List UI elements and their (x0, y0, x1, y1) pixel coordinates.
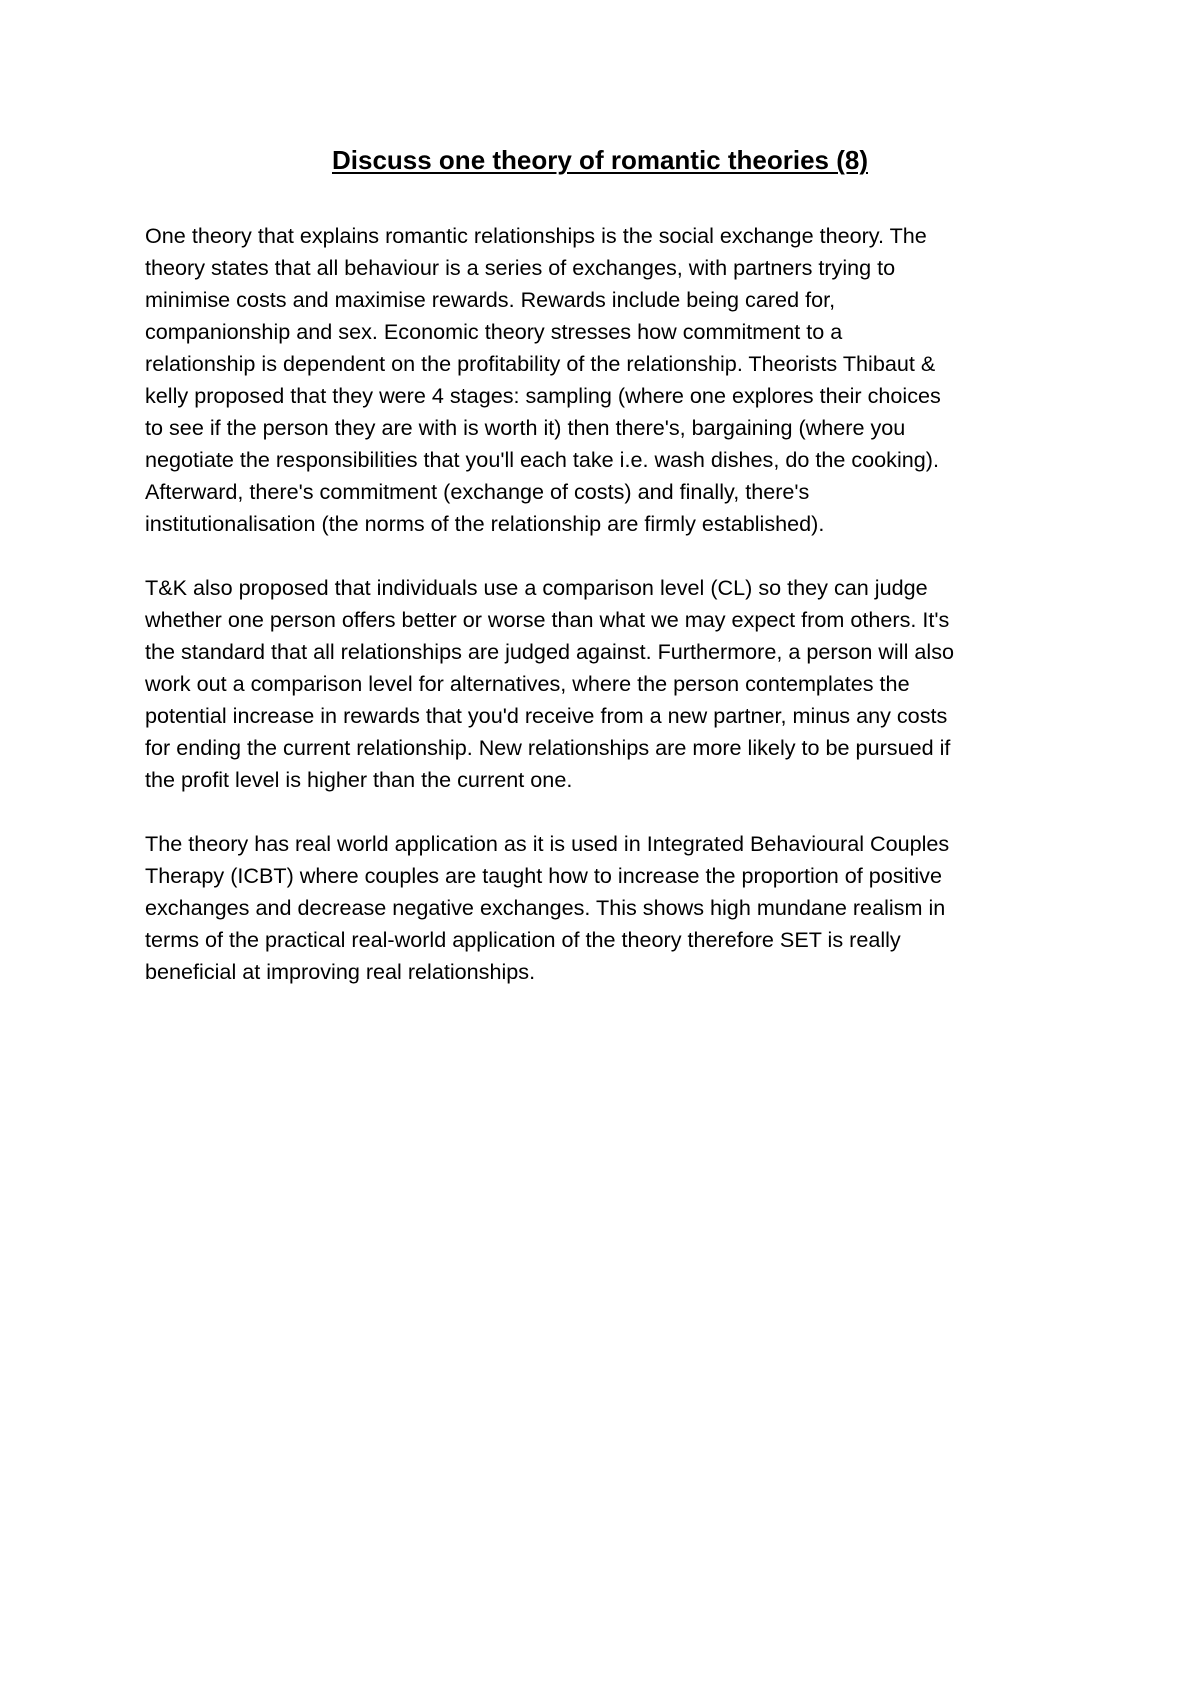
paragraph-1: One theory that explains romantic relationships is the social exchange theory. The theory states that all behaviour is a series of exchanges, with partners trying to minimise costs and maximise rewards. Rewards include being cared for, companionship and sex. Economic theory stresses how commitment to a relationship is dependent on the profitability of the relationship. Theorists Thibaut & kelly proposed that they were 4 stages: sampling (where one explores their choices to see if the person they are with is worth it) then there's, bargaining (where you negotiate the responsibilities that you'll each take i.e. wash dishes, do the cooking). Afterward, there's commitment (exchange of costs) and finally, there's institutionalisation (the norms of the relationship are firmly established). (145, 223, 941, 536)
document-title: Discuss one theory of romantic theories (8) (331, 145, 868, 175)
paragraph-2: T&K also proposed that individuals use a comparison level (CL) so they can judge whether one person offers better or worse than what we may expect from others. It's the standard that all relationships are judged against. Furthermore, a person will also work out a comparison level for alternatives, where the person contemplates the potential increase in rewards that you'd receive from a new partner, minus any costs for ending the current relationship. New relationships are more likely to be pursued if the profit level is higher than the current one. (145, 575, 955, 792)
document-body (145, 220, 1065, 1020)
paragraph-3: The theory has real world application as it is used in Integrated Behavioural Couples Therapy (ICBT) where couples are taught how to increase the proportion of positive exchanges and decrease negative exchanges. This shows high mundane realism in terms of the practical real-world application of the theory therefore SET is really beneficial at improving real relationships. (145, 831, 950, 984)
